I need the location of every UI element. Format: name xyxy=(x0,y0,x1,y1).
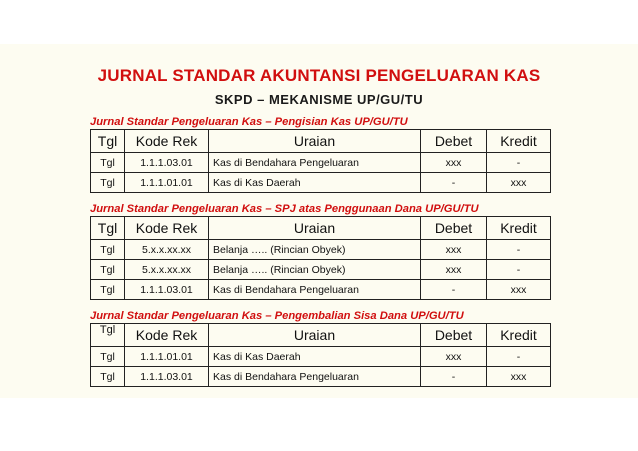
header-tgl: Tgl xyxy=(91,324,125,347)
cell-kode-rek: 1.1.1.03.01 xyxy=(125,153,209,173)
cell-kode-rek: 1.1.1.03.01 xyxy=(125,280,209,300)
header-debet: Debet xyxy=(421,324,487,347)
cell-uraian: Belanja ….. (Rincian Obyek) xyxy=(209,260,421,280)
header-tgl: Tgl xyxy=(91,217,125,240)
table-row xyxy=(91,240,551,260)
cell-uraian: Kas di Bendahara Pengeluaran xyxy=(209,153,421,173)
cell-debet: - xyxy=(421,173,487,193)
cell-tgl: Tgl xyxy=(91,367,125,387)
journal-table xyxy=(90,216,551,300)
cell-kredit: - xyxy=(487,240,551,260)
cell-kredit: xxx xyxy=(487,367,551,387)
cell-tgl: Tgl xyxy=(91,260,125,280)
cell-debet: - xyxy=(421,367,487,387)
cell-debet: xxx xyxy=(421,240,487,260)
header-debet: Debet xyxy=(421,217,487,240)
header-uraian: Uraian xyxy=(209,217,421,240)
page-title: JURNAL STANDAR AKUNTANSI PENGELUARAN KAS xyxy=(97,66,541,85)
header-tgl: Tgl xyxy=(91,130,125,153)
cell-kredit: xxx xyxy=(487,280,551,300)
header-kredit: Kredit xyxy=(487,130,551,153)
header-kredit: Kredit xyxy=(487,217,551,240)
header-kode-rek: Kode Rek xyxy=(125,130,209,153)
cell-kode-rek: 1.1.1.01.01 xyxy=(125,347,209,367)
cell-debet: xxx xyxy=(421,153,487,173)
table-row xyxy=(91,367,551,387)
journal-table xyxy=(90,323,551,387)
cell-kredit: xxx xyxy=(487,173,551,193)
journal-section-pengembalian xyxy=(90,309,550,387)
header-uraian: Uraian xyxy=(209,324,421,347)
journal-section-spj xyxy=(90,202,550,300)
cell-tgl: Tgl xyxy=(91,153,125,173)
cell-kode-rek: 1.1.1.03.01 xyxy=(125,367,209,387)
slide-background xyxy=(0,44,638,398)
section-label: Jurnal Standar Pengeluaran Kas – SPJ atas Penggunaan Dana UP/GU/TU xyxy=(90,203,479,215)
header-debet: Debet xyxy=(421,130,487,153)
cell-kode-rek: 1.1.1.01.01 xyxy=(125,173,209,193)
page-subtitle: SKPD – MEKANISME UP/GU/TU xyxy=(214,92,424,107)
cell-tgl: Tgl xyxy=(91,240,125,260)
cell-uraian: Kas di Bendahara Pengeluaran xyxy=(209,280,421,300)
cell-kredit: - xyxy=(487,347,551,367)
table-row xyxy=(91,347,551,367)
table-row xyxy=(91,260,551,280)
cell-uraian: Belanja ….. (Rincian Obyek) xyxy=(209,240,421,260)
cell-debet: xxx xyxy=(421,347,487,367)
table-header-row xyxy=(91,217,551,240)
cell-debet: - xyxy=(421,280,487,300)
cell-kode-rek: 5.x.x.xx.xx xyxy=(125,240,209,260)
cell-kredit: - xyxy=(487,153,551,173)
table-row xyxy=(91,153,551,173)
table-row xyxy=(91,173,551,193)
table-row xyxy=(91,280,551,300)
cell-tgl: Tgl xyxy=(91,173,125,193)
table-header-row xyxy=(91,130,551,153)
cell-debet: xxx xyxy=(421,260,487,280)
cell-tgl: Tgl xyxy=(91,347,125,367)
table-header-row xyxy=(91,324,551,347)
cell-kode-rek: 5.x.x.xx.xx xyxy=(125,260,209,280)
cell-tgl: Tgl xyxy=(91,280,125,300)
header-kredit: Kredit xyxy=(487,324,551,347)
journal-table xyxy=(90,129,551,193)
cell-uraian: Kas di Kas Daerah xyxy=(209,173,421,193)
journal-section-pengisian xyxy=(90,115,550,193)
cell-uraian: Kas di Bendahara Pengeluaran xyxy=(209,367,421,387)
section-label: Jurnal Standar Pengeluaran Kas – Pengisian Kas UP/GU/TU xyxy=(90,116,408,128)
cell-uraian: Kas di Kas Daerah xyxy=(209,347,421,367)
cell-kredit: - xyxy=(487,260,551,280)
header-uraian: Uraian xyxy=(209,130,421,153)
header-kode-rek: Kode Rek xyxy=(125,324,209,347)
section-label: Jurnal Standar Pengeluaran Kas – Pengembalian Sisa Dana UP/GU/TU xyxy=(90,310,464,322)
header-kode-rek: Kode Rek xyxy=(125,217,209,240)
